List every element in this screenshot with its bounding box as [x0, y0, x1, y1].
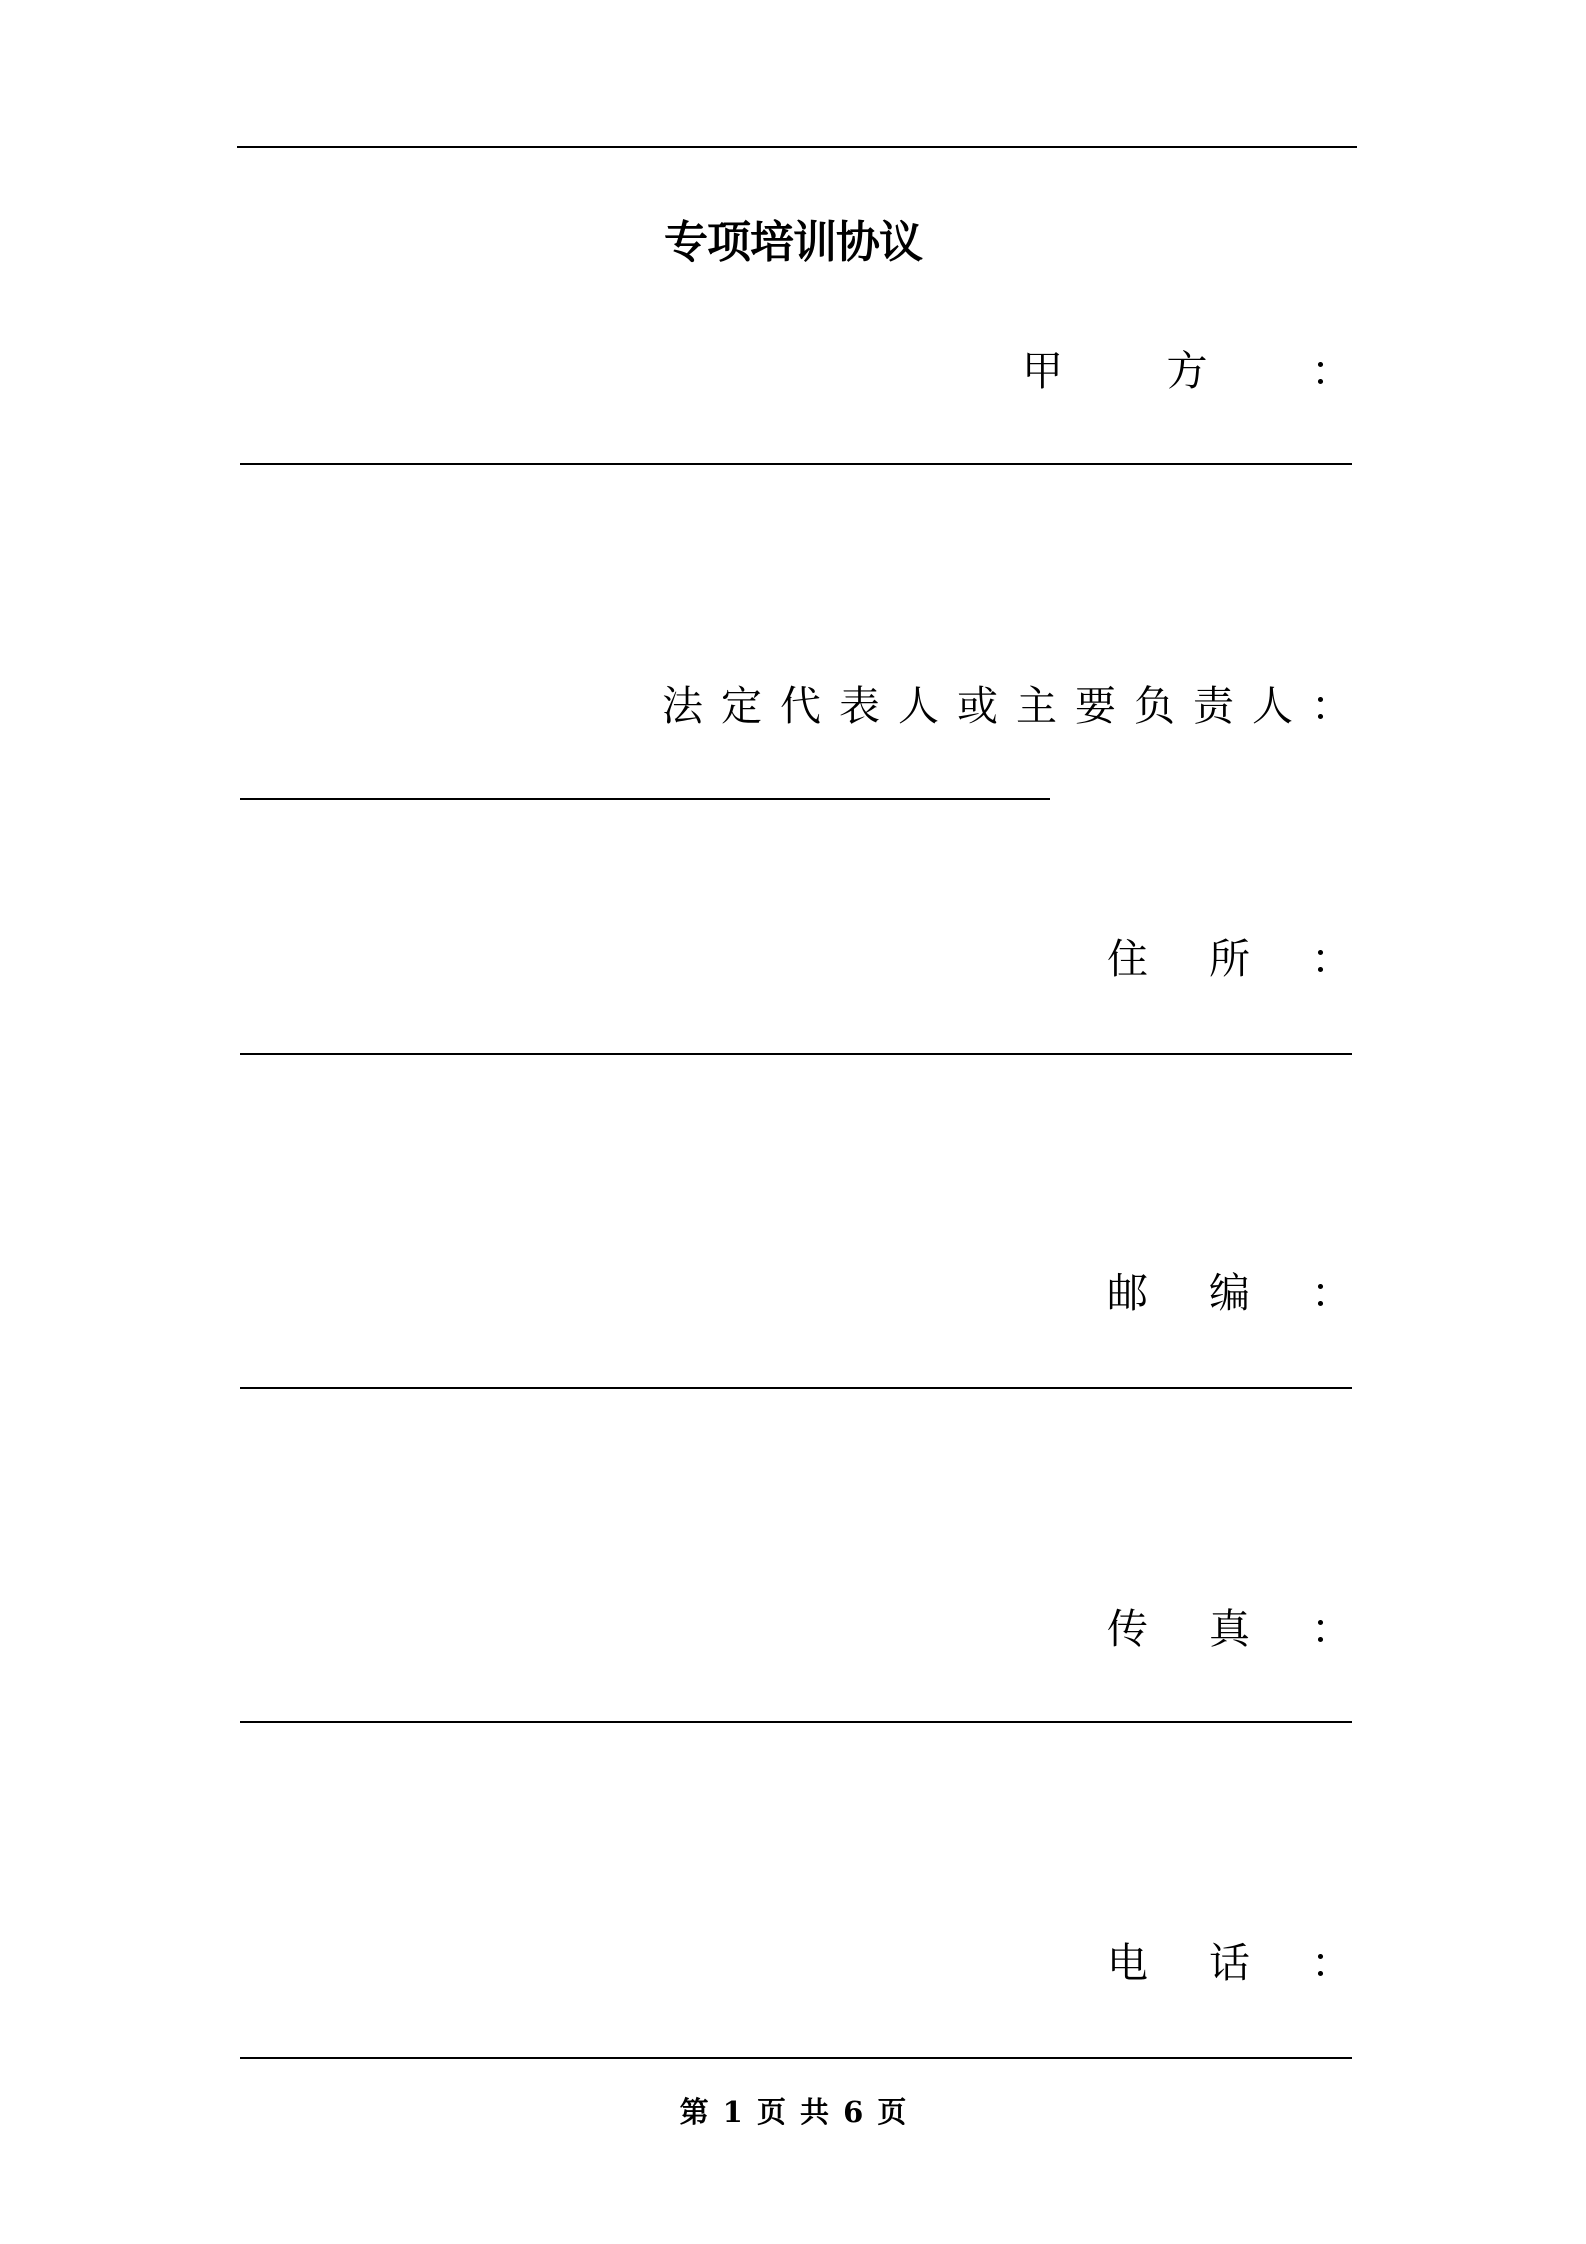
- fill-line-postcode[interactable]: [240, 1387, 1352, 1389]
- fill-line-phone[interactable]: [240, 2057, 1352, 2059]
- label-char: 所: [1209, 935, 1250, 983]
- label-char: 邮: [1107, 1269, 1148, 1317]
- label-char: ：: [1311, 935, 1352, 983]
- label-char: 要: [1075, 682, 1116, 730]
- fill-line-legal-representative[interactable]: [240, 798, 1050, 800]
- label-char: 甲: [1022, 347, 1063, 395]
- label-char: ：: [1311, 682, 1352, 730]
- label-char: 法: [662, 682, 703, 730]
- document-title: 专项培训协议: [664, 217, 922, 268]
- field-label-fax: [1107, 1596, 1352, 1655]
- label-char: 表: [839, 682, 880, 730]
- label-char: ：: [1311, 1939, 1352, 1987]
- page-footer: 第 1 页 共 6 页: [679, 2095, 907, 2129]
- label-char: 方: [1166, 347, 1208, 395]
- label-char: 主: [1016, 682, 1057, 730]
- label-char: 传: [1107, 1605, 1148, 1653]
- label-char: 编: [1209, 1269, 1250, 1317]
- label-char: ：: [1311, 1605, 1352, 1653]
- label-char: ：: [1311, 347, 1352, 395]
- field-label-party-a: [1022, 338, 1352, 397]
- label-char: ：: [1311, 1269, 1352, 1317]
- fill-line-fax[interactable]: [240, 1721, 1352, 1723]
- field-label-legal-representative: [662, 673, 1352, 732]
- label-char: 话: [1209, 1939, 1250, 1987]
- field-label-phone: [1107, 1930, 1352, 1989]
- fill-line-party-a[interactable]: [240, 463, 1352, 465]
- label-char: 代: [780, 682, 821, 730]
- header-rule: [237, 146, 1357, 148]
- label-char: 人: [898, 682, 939, 730]
- field-label-postcode: [1107, 1260, 1352, 1319]
- label-char: 或: [957, 682, 998, 730]
- label-char: 负: [1134, 682, 1175, 730]
- label-char: 定: [721, 682, 762, 730]
- label-char: 责: [1193, 682, 1234, 730]
- fill-line-address[interactable]: [240, 1053, 1352, 1055]
- label-char: 电: [1107, 1939, 1148, 1987]
- label-char: 人: [1252, 682, 1293, 730]
- label-char: 真: [1209, 1605, 1250, 1653]
- label-char: 住: [1107, 935, 1148, 983]
- field-label-address: [1107, 926, 1352, 985]
